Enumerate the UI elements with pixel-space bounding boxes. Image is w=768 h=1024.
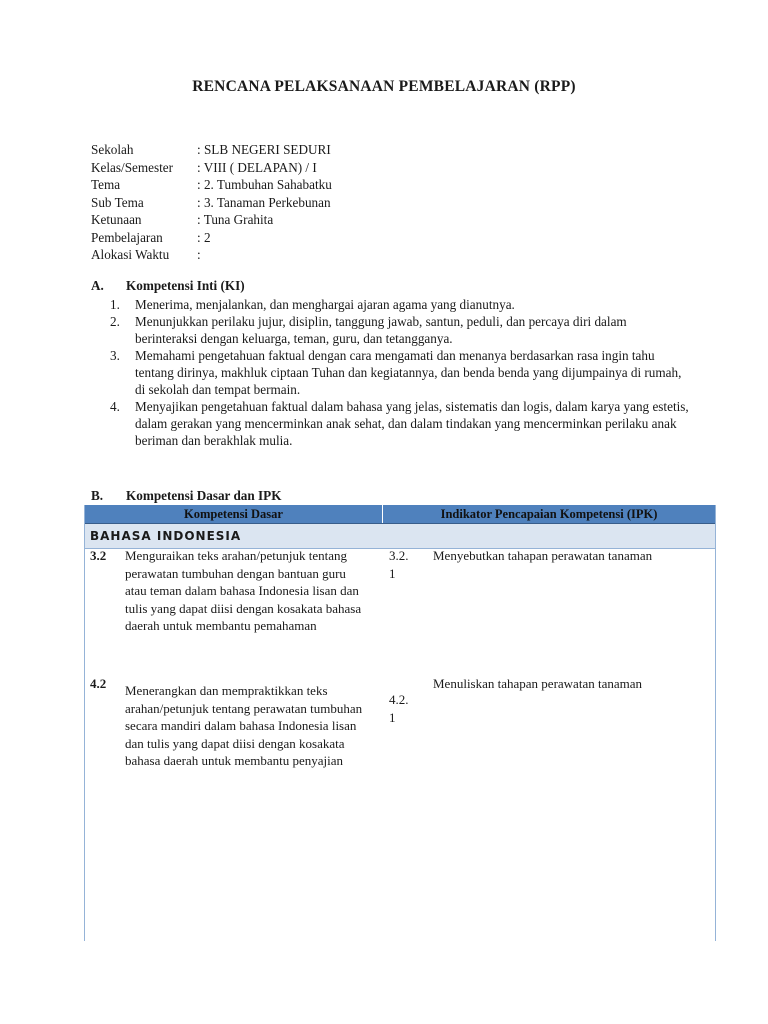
info-label: Ketunaan <box>91 212 142 227</box>
kd-text: Menguraikan teks arahan/petunjuk tentang perawatan tumbuhan dengan bantuan guru atau teman dalam bahasa Indonesia lisan dan tulis yang dapat diisi dengan kosakata bahasa daerah untuk membantu pemahaman <box>125 548 362 633</box>
ki-text: Menyajikan pengetahuan faktual dalam bahasa yang jelas, sistematis dan logis, dalam karya yang estetis, dalam gerakan yang mencerminkan anak sehat, dan dalam tindakan yang mencerminkan perilaku anak beriman dan berakhlak mulia. <box>135 399 689 448</box>
section-letter: B. <box>91 488 104 503</box>
kd-number: 3.2 <box>90 548 107 563</box>
info-label: Pembelajaran <box>91 229 163 245</box>
info-value: : 2 <box>197 229 211 245</box>
section-a-heading <box>91 278 245 294</box>
ki-text: Memahami pengetahuan faktual dengan cara mengamati dan menanya berdasarkan rasa ingin tahu tentang dirinya, makhluk ciptaan Tuhan dan kegiatannya, dan benda benda yang dijumpainya di rumah, di sekolah dan tempat bermain. <box>135 348 682 397</box>
ki-text: Menunjukkan perilaku jujur, disiplin, tanggung jawab, santun, peduli, dan percaya diri dalam berinteraksi dengan keluarga, teman, guru, dan tetangganya. <box>135 314 627 346</box>
section-letter: A. <box>91 278 104 293</box>
ipk-text: Menyebutkan tahapan perawatan tanaman <box>433 548 653 563</box>
section-title: Kompetensi Inti (KI) <box>126 278 245 293</box>
info-label: Tema <box>91 177 121 192</box>
info-value: : 2. Tumbuhan Sahabatku <box>197 177 332 192</box>
ki-list <box>110 296 690 449</box>
identity-block <box>91 141 332 264</box>
section-b-heading <box>91 488 281 504</box>
ki-number: 1. <box>110 297 120 312</box>
info-label: Kelas/Semester <box>91 159 174 175</box>
header-kompetensi-dasar: Kompetensi Dasar <box>85 505 383 523</box>
ipk-text: Menuliskan tahapan perawatan tanaman <box>433 676 642 691</box>
ki-item <box>110 313 690 347</box>
info-value: : SLB NEGERI SEDURI <box>197 142 331 157</box>
kd-ipk-table <box>84 505 716 941</box>
info-value: : VIII ( DELAPAN) / I <box>197 159 317 175</box>
ki-item <box>110 296 690 313</box>
kd-text: Menerangkan dan mempraktikkan teks arahan/petunjuk tentang perawatan tumbuhan secara mandiri dalam bahasa Indonesia lisan dan tulis yang dapat diisi dengan kosakata bahasa daerah untuk membantu penyajian <box>125 683 363 768</box>
info-value: : 3. Tanaman Perkebunan <box>197 194 331 210</box>
kd-number: 4.2 <box>90 676 107 691</box>
info-row-kelas <box>91 159 332 177</box>
ipk-number: 4.2. 1 <box>389 692 409 725</box>
info-row-ketunaan <box>91 211 332 229</box>
document-title: RENCANA PELAKSANAAN PEMBELAJARAN (RPP) <box>192 78 576 95</box>
info-row-tema <box>91 176 332 194</box>
ki-number: 3. <box>110 348 120 363</box>
section-title: Kompetensi Dasar dan IPK <box>126 488 282 503</box>
ki-item <box>110 347 690 398</box>
info-label: Sub Tema <box>91 194 144 210</box>
info-row-pembelajaran <box>91 229 332 247</box>
subject-row: BAHASA INDONESIA <box>85 524 715 549</box>
ipk-number: 3.2. 1 <box>389 548 409 581</box>
info-value: : <box>197 247 201 262</box>
ki-number: 4. <box>110 399 120 414</box>
ki-number: 2. <box>110 314 120 329</box>
table-header-row <box>85 505 715 524</box>
ki-text: Menerima, menjalankan, dan menghargai ajaran agama yang dianutnya. <box>135 297 515 312</box>
info-row-sekolah <box>91 141 332 159</box>
info-row-subtema <box>91 194 332 212</box>
info-label: Sekolah <box>91 142 134 157</box>
ki-item <box>110 398 690 449</box>
header-ipk: Indikator Pencapaian Kompetensi (IPK) <box>440 507 658 521</box>
info-label: Alokasi Waktu <box>91 247 170 262</box>
info-value: : Tuna Grahita <box>197 212 274 227</box>
info-row-alokasi <box>91 246 332 264</box>
